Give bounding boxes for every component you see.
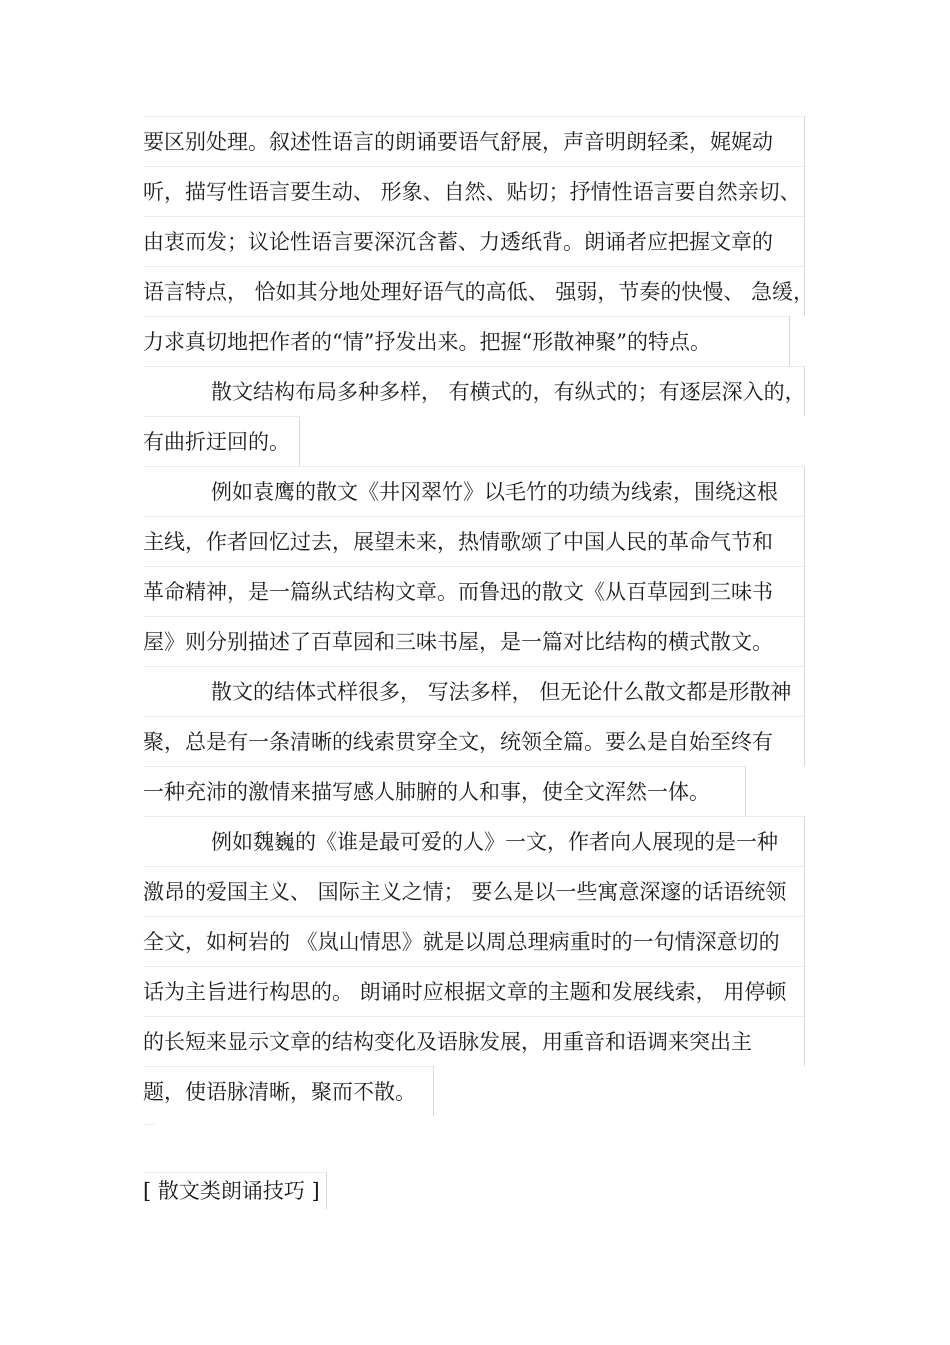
paragraph-line: 例如袁鹰的散文《井冈翠竹》以毛竹的功绩为线索，围绕这根 [143, 466, 805, 516]
section-heading: [ 散文类朗诵技巧 ] [143, 1172, 327, 1209]
body-line: 由衷而发；议论性语言要深沉含蓄、力透纸背。朗诵者应把握文章的 [143, 216, 805, 266]
body-line: 聚，总是有一条清晰的线索贯穿全文，统领全篇。要么是自始至终有 [143, 716, 805, 766]
body-line: 全文，如柯岩的 《岚山情思》就是以周总理病重时的一句情深意切的 [143, 916, 805, 966]
paragraph-line: 散文结构布局多种多样， 有横式的，有纵式的；有逐层深入的， [143, 366, 805, 416]
body-line: 话为主旨进行构思的。 朗诵时应根据文章的主题和发展线索， 用停顿 [143, 966, 805, 1016]
body-line: 听，描写性语言要生动、 形象、自然、贴切；抒情性语言要自然亲切、 [143, 166, 805, 216]
body-line: 一种充沛的激情来描写感人肺腑的人和事，使全文浑然一体。 [143, 766, 746, 816]
body-line: 语言特点， 恰如其分地处理好语气的高低、 强弱，节奏的快慢、 急缓， [143, 266, 805, 316]
body-line: 革命精神，是一篇纵式结构文章。而鲁迅的散文《从百草园到三味书 [143, 566, 805, 616]
body-line: 要区别处理。叙述性语言的朗诵要语气舒展，声音明朗轻柔，娓娓动 [143, 116, 805, 166]
body-line: 题，使语脉清晰，聚而不散。 [143, 1066, 434, 1116]
body-line: 主线，作者回忆过去，展望未来，热情歌颂了中国人民的革命气节和 [143, 516, 805, 566]
paragraph-line: 散文的结体式样很多， 写法多样， 但无论什么散文都是形散神 [143, 666, 805, 716]
paragraph-line: 例如魏巍的《谁是最可爱的人》一文，作者向人展现的是一种 [143, 816, 805, 866]
divider [143, 1124, 155, 1125]
body-line: 有曲折迂回的。 [143, 416, 300, 466]
body-line: 力求真切地把作者的“情”抒发出来。把握“形散神聚”的特点。 [143, 316, 790, 366]
body-line: 的长短来显示文章的结构变化及语脉发展，用重音和语调来突出主 [143, 1016, 805, 1066]
body-line: 屋》则分别描述了百草园和三味书屋，是一篇对比结构的横式散文。 [143, 616, 805, 666]
body-line: 激昂的爱国主义、 国际主义之情； 要么是以一些寓意深邃的话语统领 [143, 866, 805, 916]
